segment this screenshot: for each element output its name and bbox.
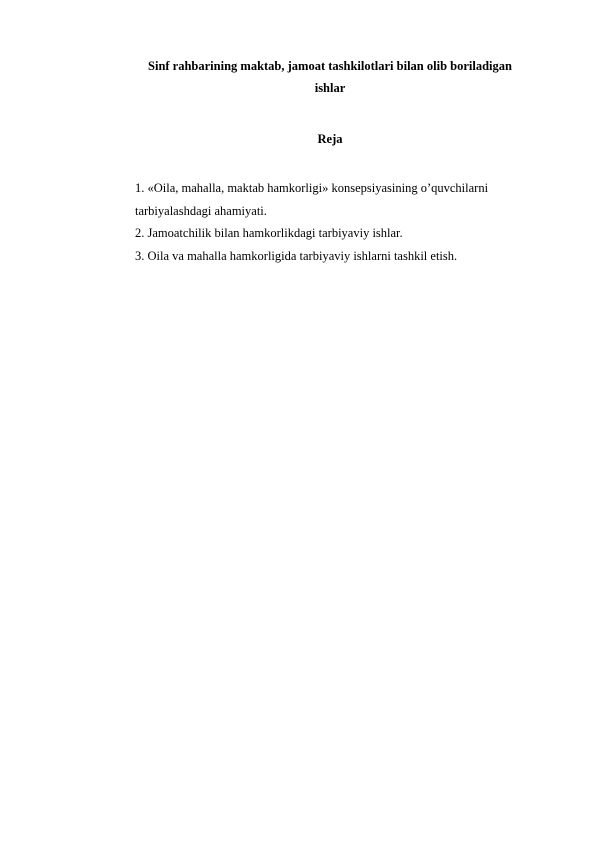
title-line-1: Sinf rahbarining maktab, jamoat tashkilotlari bilan olib boriladigan [148, 59, 512, 73]
plan-item-1-line-1: 1. «Oila, mahalla, maktab hamkorligi» konsepsiyasining o’quvchilarni [135, 181, 489, 195]
plan-item-1-line-2: tarbiyalashdagi ahamiyati. [135, 203, 267, 218]
plan-heading: Reja [317, 132, 343, 146]
document-title [110, 55, 550, 99]
plan-list [135, 177, 555, 267]
title-line-2: ishlar [314, 81, 346, 95]
plan-item-2: 2. Jamoatchilik bilan hamkorlikdagi tarbiyaviy ishlar. [135, 226, 403, 240]
plan-item-3: 3. Oila va mahalla hamkorligida tarbiyaviy ishlarni tashkil etish. [135, 248, 458, 263]
